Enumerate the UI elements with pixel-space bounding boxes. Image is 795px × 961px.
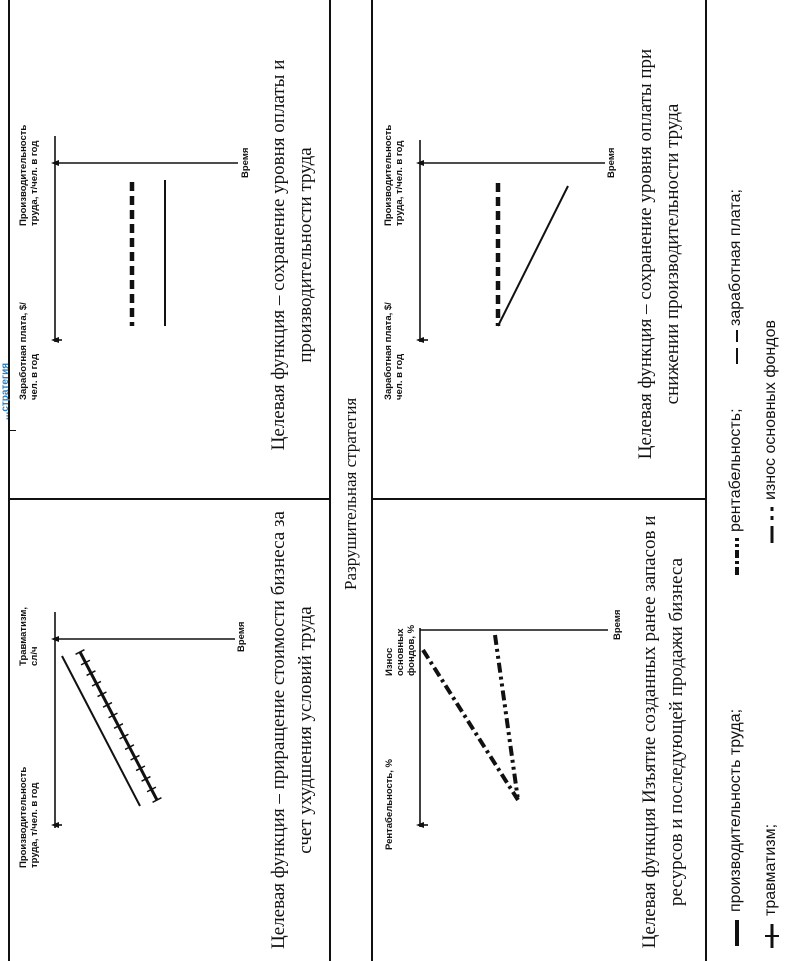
axis-label-time: Время bbox=[240, 147, 251, 178]
axis-label-left: Заработная плата, $/чел. в год bbox=[18, 302, 40, 400]
axis-label-time: Время bbox=[606, 147, 617, 178]
panel-caption: Целевая функция – сохранение уровня оплаты и производительности труда bbox=[268, 59, 316, 451]
axis-label-time: Время bbox=[236, 621, 247, 652]
axis-label-left: Производительность труда, т/чел. в год bbox=[18, 766, 40, 868]
axis-label-left: Заработная плата, $/чел. в год bbox=[383, 302, 405, 400]
axis-label-left: Рентабельность, % bbox=[384, 758, 395, 850]
axis-label-right: Производительность труда, т/чел. в год bbox=[383, 124, 405, 226]
panel-caption: Целевая функция – сохранение уровня оплаты при снижении производительности труда bbox=[635, 48, 683, 460]
panel-caption: Целевая функция – приращение стоимости бизнеса за счет ухудшения условий труда bbox=[268, 511, 316, 949]
cropped-header-fragment: ...стратегия bbox=[0, 362, 11, 420]
legend-depreciation: износ основных фондов bbox=[762, 320, 779, 500]
legend-injury: травматизм; bbox=[762, 823, 779, 916]
axis-label-right: Производительность труда, т/чел. в год bbox=[18, 124, 40, 226]
axis-label-time: Время bbox=[612, 609, 623, 640]
legend-productivity: производительность труда; bbox=[727, 708, 744, 912]
axis-label-right: Износ основных фондов, % bbox=[384, 624, 417, 676]
panel-caption: Целевая функция Изъятие созданных ранее запасов и ресурсов и последующей продажи бизнеса bbox=[639, 515, 687, 949]
section-title: Разрушительная стратегия bbox=[341, 397, 360, 590]
legend-profitability: рентабельность; bbox=[727, 408, 744, 532]
axis-label-right: Травматизм, сл/ч bbox=[18, 606, 40, 666]
legend-wage: заработная плата; bbox=[727, 189, 744, 326]
